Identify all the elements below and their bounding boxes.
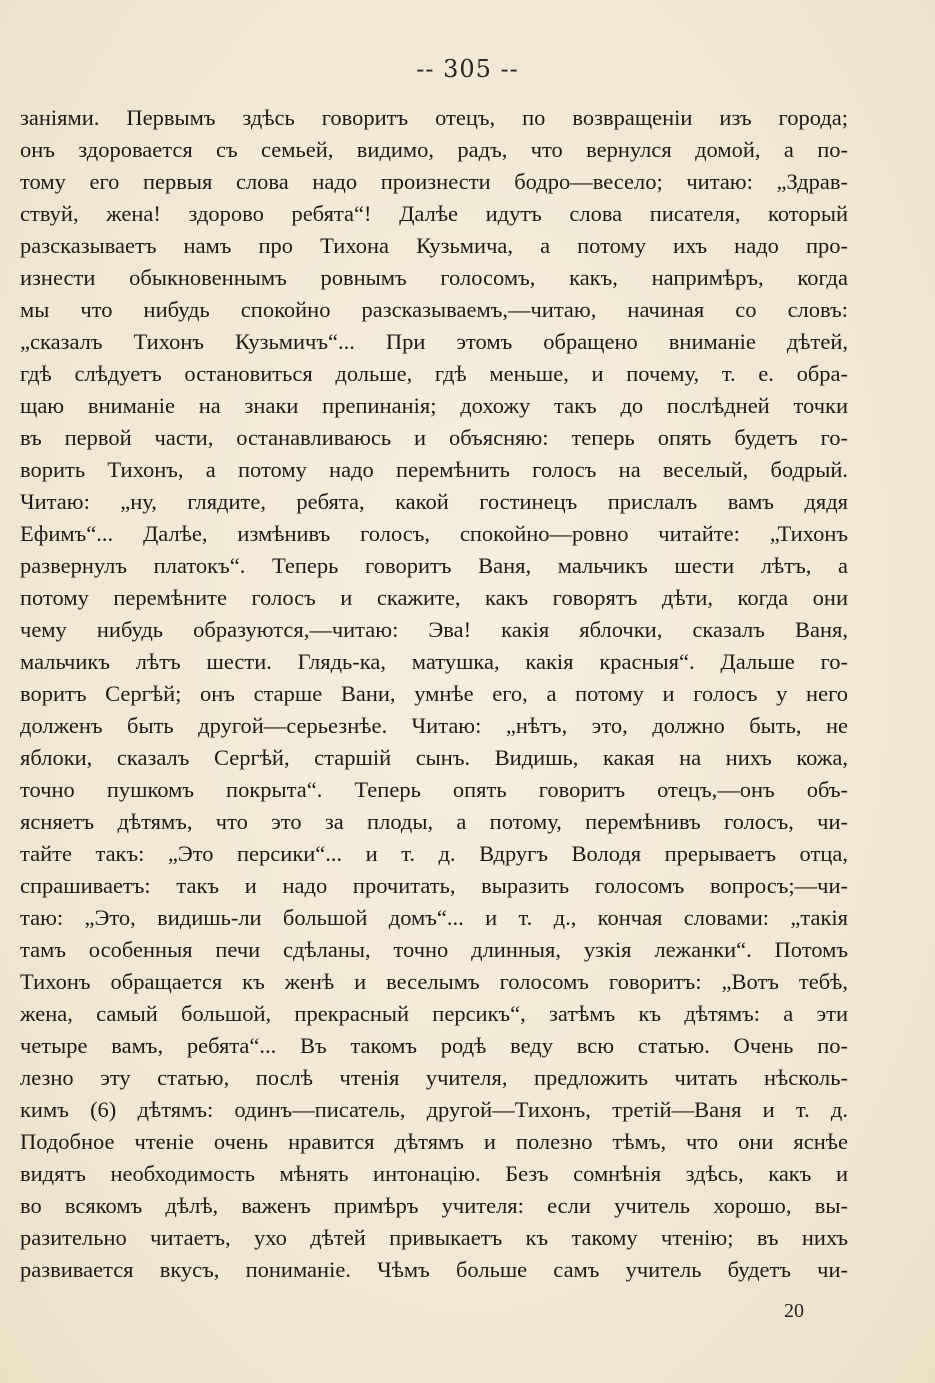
- page-number: -- 305 --: [416, 55, 519, 83]
- text-line: долженъ быть другой—серьезнѣе. Читаю: „нѣтъ, это, должно быть, не: [20, 713, 848, 738]
- text-line: разительно читаетъ, ухо дѣтей привыкаетъ къ такому чтенію; въ нихъ: [20, 1225, 848, 1250]
- text-line: онъ здоровается съ семьей, видимо, радъ, что вернулся домой, а по-: [20, 137, 848, 162]
- text-line: Подобное чтеніе очень нравится дѣтямъ и полезно тѣмъ, что они яснѣе: [20, 1129, 848, 1154]
- text-line: потому перемѣните голосъ и скажите, какъ говорятъ дѣти, когда они: [20, 585, 848, 610]
- text-line: тамъ особенныя печи сдѣланы, точно длинныя, узкія лежанки“. Потомъ: [20, 937, 848, 962]
- text-line: видятъ необходимость мѣнять интонацію. Безъ сомнѣнія здѣсь, какъ и: [20, 1161, 848, 1186]
- text-line: во всякомъ дѣлѣ, важенъ примѣръ учителя: если учитель хорошо, вы-: [20, 1193, 848, 1218]
- text-line: Тихонъ обращается къ женѣ и веселымъ голосомъ говоритъ: „Вотъ тебѣ,: [20, 969, 848, 994]
- text-line: развернулъ платокъ“. Теперь говоритъ Ваня, мальчикъ шести лѣтъ, а: [20, 553, 848, 578]
- text-line: разсказываетъ намъ про Тихона Кузьмича, а потому ихъ надо про-: [20, 233, 848, 258]
- text-line: воритъ Сергѣй; онъ старше Вани, умнѣе его, а потому и голосъ у него: [20, 681, 848, 706]
- text-line: жена, самый большой, прекрасный персикъ“, затѣмъ къ дѣтямъ: а эти: [20, 1001, 848, 1026]
- text-line: мальчикъ лѣтъ шести. Глядь-ка, матушка, какія красныя“. Дальше го-: [20, 649, 848, 674]
- text-line: Читаю: „ну, глядите, ребята, какой гостинецъ прислалъ вамъ дядя: [20, 489, 848, 514]
- text-line: гдѣ слѣдуетъ остановиться дольше, гдѣ меньше, и почему, т. е. обра-: [20, 361, 848, 386]
- text-line: въ первой части, останавливаюсь и объясняю: теперь опять будетъ го-: [20, 425, 848, 450]
- text-line: ствуй, жена! здорово ребята“! Далѣе идутъ слова писателя, который: [20, 201, 848, 226]
- text-line: четыре вамъ, ребята“... Въ такомъ родѣ веду всю статью. Очень по-: [20, 1033, 848, 1058]
- text-line: тайте такъ: „Это персики“... и т. д. Вдругъ Володя прерываетъ отца,: [20, 841, 848, 866]
- text-line: таю: „Это, видишь-ли большой домъ“... и т. д., кончая словами: „такія: [20, 905, 848, 930]
- text-line: заніями. Первымъ здѣсь говоритъ отецъ, по возвращеніи изъ города;: [20, 105, 848, 130]
- text-line: Ефимъ“... Далѣе, измѣнивъ голосъ, спокойно—ровно читайте: „Тихонъ: [20, 521, 848, 546]
- text-line: кимъ (6) дѣтямъ: одинъ—писатель, другой—Тихонъ, третій—Ваня и т. д.: [20, 1097, 848, 1122]
- text-line: изнести обыкновеннымъ ровнымъ голосомъ, какъ, напримѣръ, когда: [20, 265, 848, 290]
- signature-mark: 20: [784, 1300, 804, 1322]
- text-line: тому его первыя слова надо произнести бодро—весело; читаю: „Здрав-: [20, 169, 848, 194]
- text-line: лезно эту статью, послѣ чтенія учителя, предложить читать нѣсколь-: [20, 1065, 848, 1090]
- text-line: яблоки, сказалъ Сергѣй, старшій сынъ. Видишь, какая на нихъ кожа,: [20, 745, 848, 770]
- text-line: „сказалъ Тихонъ Кузьмичъ“... При этомъ обращено вниманіе дѣтей,: [20, 329, 848, 354]
- text-line: ворить Тихонъ, а потому надо перемѣнить голосъ на веселый, бодрый.: [20, 457, 848, 482]
- text-line: мы что нибудь спокойно разсказываемъ,—читаю, начиная со словъ:: [20, 297, 848, 322]
- text-line: развивается вкусъ, пониманіе. Чѣмъ больше самъ учитель будетъ чи-: [20, 1257, 848, 1282]
- text-line: щаю вниманіе на знаки препинанія; дохожу такъ до послѣдней точки: [20, 393, 848, 418]
- text-line: спрашиваетъ: такъ и надо прочитать, выразить голосомъ вопросъ;—чи-: [20, 873, 848, 898]
- body-text: [20, 102, 848, 1286]
- text-line: точно пушкомъ покрыта“. Теперь опять говоритъ отецъ,—онъ объ-: [20, 777, 848, 802]
- text-line: чему нибудь образуются,—читаю: Эва! какія яблочки, сказалъ Ваня,: [20, 617, 848, 642]
- text-line: ясняетъ дѣтямъ, что это за плоды, а потому, перемѣнивъ голосъ, чи-: [20, 809, 848, 834]
